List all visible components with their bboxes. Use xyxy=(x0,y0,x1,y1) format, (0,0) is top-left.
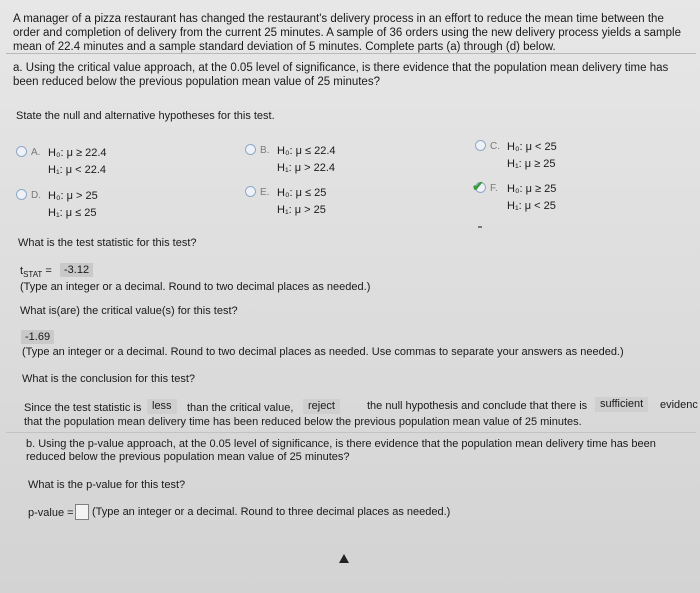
conclusion-prompt: What is the conclusion for this test? xyxy=(22,373,196,385)
part-b-question: b. Using the p-value approach, at the 0.05 level of significance, is there evidence that the population mean delivery time has been reduced below the previous population mean value of 25 minutes? xyxy=(26,438,656,463)
alternative-hypothesis: H₁: μ < 22.4 xyxy=(48,164,107,176)
option-letter: A. xyxy=(31,147,41,158)
conclusion-text-1: Since the test statistic is xyxy=(24,402,142,414)
stray-mark xyxy=(478,226,482,228)
critical-value-answer[interactable]: -1.69 xyxy=(21,330,54,344)
radio-button[interactable] xyxy=(245,144,256,155)
conclusion-text-2: than the critical value, xyxy=(187,402,294,414)
alternative-hypothesis: H₁: μ ≥ 25 xyxy=(507,158,556,170)
test-statistic-prompt: What is the test statistic for this test? xyxy=(18,237,197,249)
p-value-prompt: What is the p-value for this test? xyxy=(28,479,186,491)
divider xyxy=(6,53,696,54)
alternative-hypothesis: H₁: μ > 22.4 xyxy=(277,162,336,174)
null-hypothesis: H₀: μ ≥ 25 xyxy=(507,183,557,195)
p-value-label: p-value = xyxy=(28,507,74,519)
equals-sign: = xyxy=(45,265,52,277)
option-letter: C. xyxy=(490,141,500,152)
correct-check-icon: ✔ xyxy=(472,178,484,194)
radio-button[interactable] xyxy=(245,186,256,197)
null-hypothesis: H₀: μ ≥ 22.4 xyxy=(48,147,107,159)
null-hypothesis: H₀: μ < 25 xyxy=(507,141,557,153)
null-hypothesis: H₀: μ > 25 xyxy=(48,190,98,202)
option-letter: E. xyxy=(260,187,270,198)
test-statistic-label xyxy=(20,265,52,281)
problem-statement: A manager of a pizza restaurant has changed the restaurant's delivery process in an effort to reduce the mean time between the order and completion of delivery from the current 25 minutes. A sample of 36 orders using the new delivery process yields a sample mean of 22.4 minutes and a sample standard deviation of 5 minutes. Complete parts (a) through (d) below. xyxy=(13,13,681,53)
p-value-hint: (Type an integer or a decimal. Round to three decimal places as needed.) xyxy=(92,506,451,518)
test-statistic-answer[interactable]: -3.12 xyxy=(60,263,93,277)
test-statistic-hint: (Type an integer or a decimal. Round to two decimal places as needed.) xyxy=(20,281,371,293)
radio-button[interactable] xyxy=(475,140,486,151)
radio-button[interactable] xyxy=(16,146,27,157)
conclusion-dropdown-direction[interactable]: less xyxy=(147,399,177,414)
alternative-hypothesis: H₁: μ > 25 xyxy=(277,204,326,216)
t-symbol: t xyxy=(20,265,24,277)
option-letter: D. xyxy=(31,190,41,201)
conclusion-text-4: evidenc xyxy=(660,399,698,411)
part-a-question: a. Using the critical value approach, at the 0.05 level of significance, is there evidence that the population mean delivery time has been reduced below the previous population mean value of 25 minutes? xyxy=(13,62,669,88)
mouse-cursor-icon xyxy=(339,554,349,563)
conclusion-text-3: the null hypothesis and conclude that there is xyxy=(367,400,588,412)
p-value-input[interactable] xyxy=(75,504,89,520)
conclusion-line-2: that the population mean delivery time has been reduced below the previous population mean value of 25 minutes. xyxy=(24,416,582,428)
alternative-hypothesis: H₁: μ < 25 xyxy=(507,200,556,212)
divider xyxy=(6,432,696,433)
option-letter: F. xyxy=(490,183,498,194)
alternative-hypothesis: H₁: μ ≤ 25 xyxy=(48,207,97,219)
radio-button[interactable] xyxy=(16,189,27,200)
hypotheses-prompt: State the null and alternative hypotheses for this test. xyxy=(16,110,275,122)
conclusion-dropdown-evidence[interactable]: sufficient xyxy=(595,397,648,412)
null-hypothesis: H₀: μ ≤ 25 xyxy=(277,187,327,199)
critical-value-hint: (Type an integer or a decimal. Round to two decimal places as needed. Use commas to separate your answers as needed.) xyxy=(22,346,624,358)
conclusion-dropdown-decision[interactable]: reject xyxy=(303,399,340,414)
critical-value-prompt: What is(are) the critical value(s) for this test? xyxy=(20,305,238,317)
null-hypothesis: H₀: μ ≤ 22.4 xyxy=(277,145,336,157)
stat-subscript: STAT xyxy=(23,270,43,280)
option-letter: B. xyxy=(260,145,270,156)
